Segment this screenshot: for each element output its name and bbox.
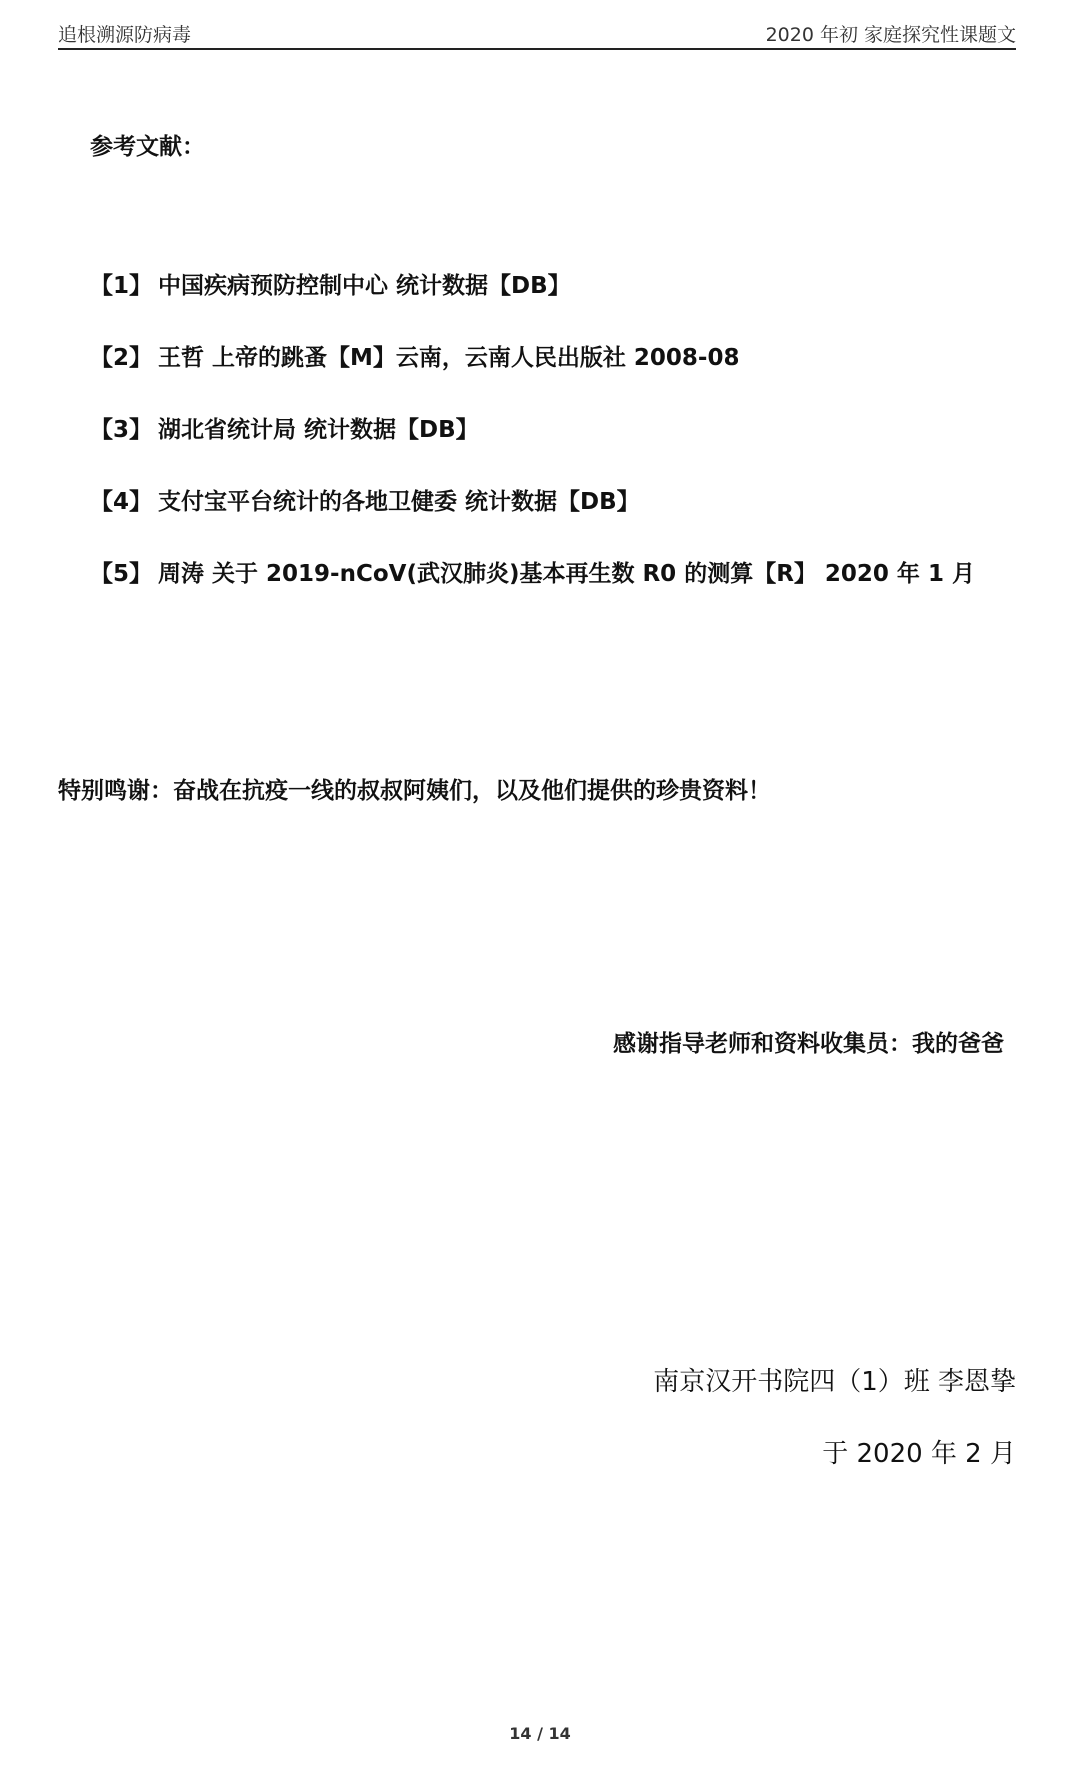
reference-text: 中国疾病预防控制中心 统计数据【DB】: [158, 273, 571, 299]
acknowledgement-text: 特别鸣谢：奋战在抗疫一线的叔叔阿姨们，以及他们提供的珍贵资料！: [58, 778, 771, 804]
header-subtitle: 2020 年初 家庭探究性课题文: [765, 24, 1016, 46]
reference-number: 【1】: [90, 273, 153, 299]
references-list: [90, 266, 975, 626]
signature-block: [653, 1362, 1016, 1506]
date-line: 于 2020 年 2 月: [822, 1439, 1016, 1469]
page-header: [58, 18, 1016, 50]
reference-item: [90, 338, 975, 410]
advisor-thanks: 感谢指导老师和资料收集员：我的爸爸: [613, 1031, 1004, 1057]
reference-text: 王哲 上帝的跳蚤【M】云南，云南人民出版社 2008-08: [158, 345, 740, 371]
reference-number: 【3】: [90, 417, 153, 443]
page-number: 14 / 14: [509, 1724, 571, 1743]
reference-text: 湖北省统计局 统计数据【DB】: [158, 417, 479, 443]
author-line: 南京汉开书院四（1）班 李恩挚: [653, 1367, 1016, 1397]
references-heading: 参考文献：: [90, 134, 205, 160]
reference-text: 支付宝平台统计的各地卫健委 统计数据【DB】: [158, 489, 640, 515]
reference-number: 【5】: [90, 561, 153, 587]
header-title: 追根溯源防病毒: [58, 24, 192, 46]
reference-item: [90, 410, 975, 482]
reference-item: [90, 482, 975, 554]
reference-item: [90, 266, 975, 338]
reference-text: 周涛 关于 2019-nCoV(武汉肺炎)基本再生数 R0 的测算【R】 2020 年 1 月: [158, 561, 975, 587]
reference-number: 【2】: [90, 345, 153, 371]
reference-item: [90, 554, 975, 626]
reference-number: 【4】: [90, 489, 153, 515]
